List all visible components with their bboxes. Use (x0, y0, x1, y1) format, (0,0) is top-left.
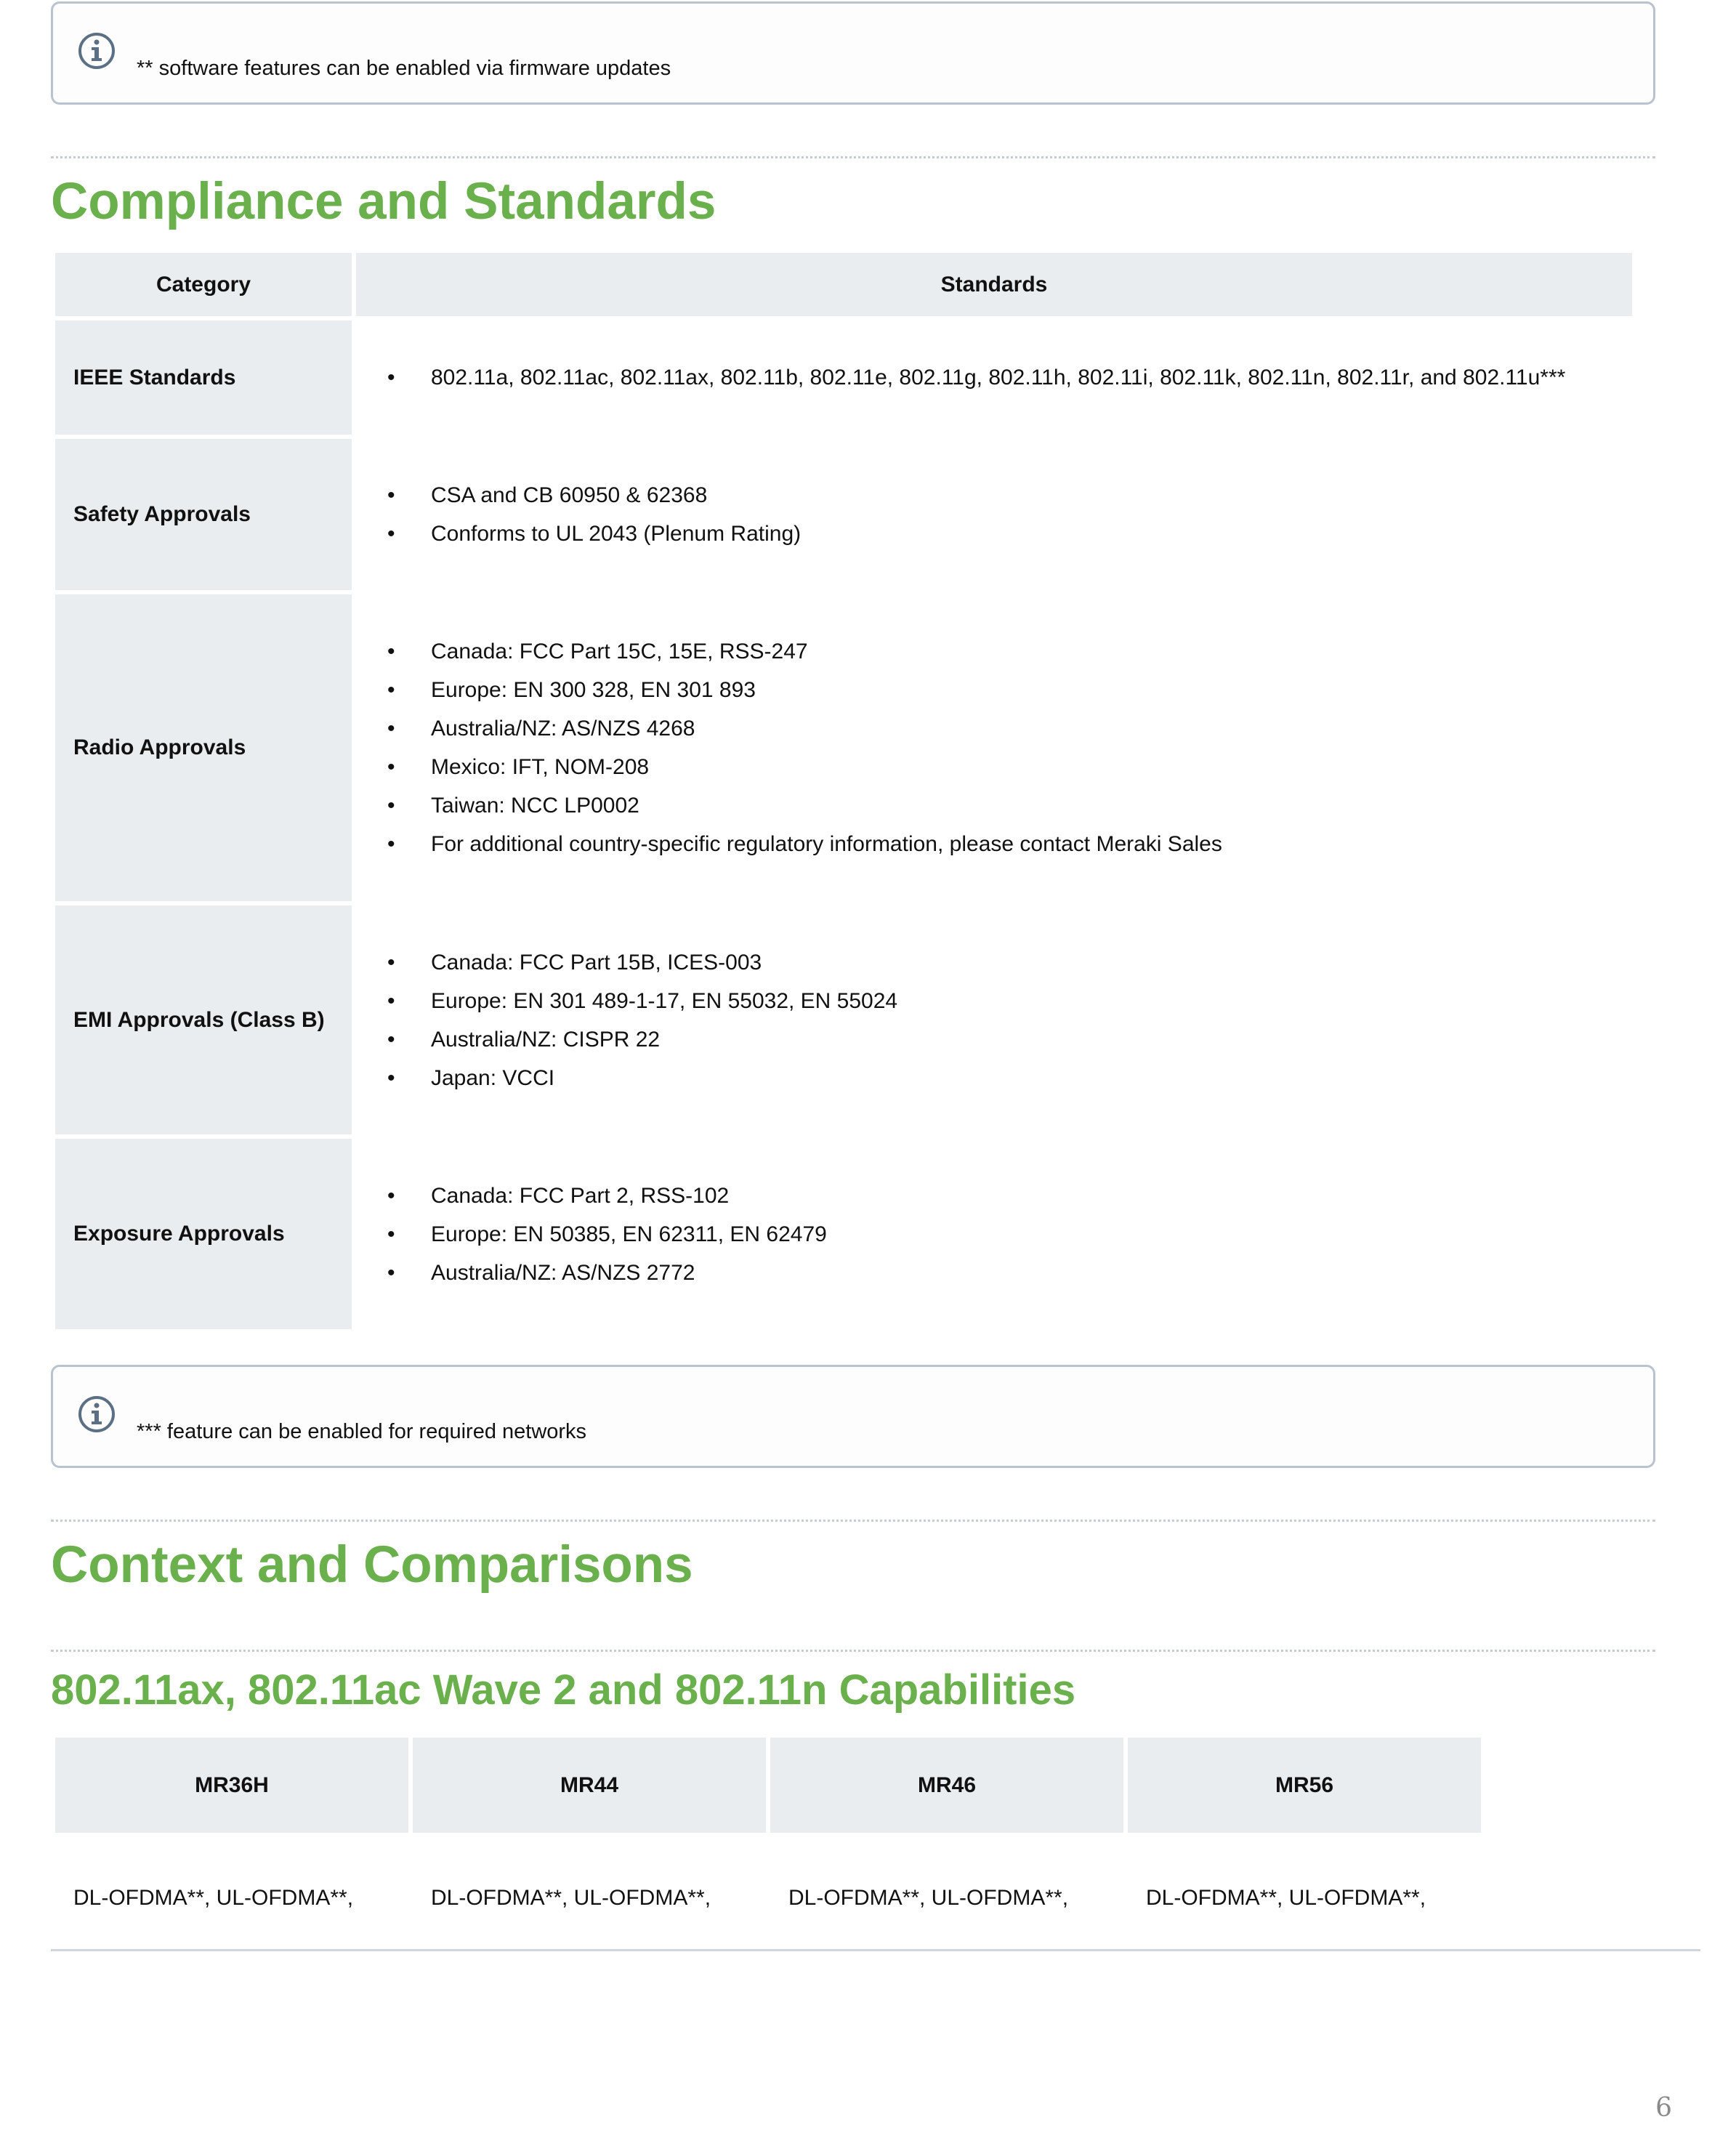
column-header-category: Category (55, 253, 352, 316)
section-divider (51, 156, 1655, 158)
list-item: • Europe: EN 50385, EN 62311, EN 62479 (356, 1215, 1632, 1254)
column-header-model: MR56 (1128, 1738, 1481, 1833)
section-title-context: Context and Comparisons (51, 1536, 693, 1594)
list-item: • Taiwan: NCC LP0002 (356, 786, 1632, 825)
list-item: • Mexico: IFT, NOM-208 (356, 748, 1632, 786)
table-row-standards (356, 439, 1632, 590)
table-row-standards (356, 594, 1632, 901)
list-item: • CSA and CB 60950 & 62368 (356, 476, 1632, 515)
table-bottom-rule (51, 1949, 1700, 1951)
table-row-category: Exposure Approvals (55, 1139, 352, 1329)
table-row-category: Safety Approvals (55, 439, 352, 590)
section-title-capabilities: 802.11ax, 802.11ac Wave 2 and 802.11n Capabilities (51, 1666, 1076, 1714)
table-cell-value: DL-OFDMA**, UL-OFDMA**, (431, 1886, 711, 1910)
list-item: • Conforms to UL 2043 (Plenum Rating) (356, 515, 1632, 553)
table-row-category: IEEE Standards (55, 320, 352, 435)
table-cell-value: DL-OFDMA**, UL-OFDMA**, (1146, 1886, 1426, 1910)
table-row-category: Radio Approvals (55, 594, 352, 901)
column-header-standards: Standards (356, 253, 1632, 316)
column-header-model: MR36H (55, 1738, 408, 1833)
footnote-text: ** software features can be enabled via firmware updates (137, 57, 671, 80)
list-item: • Canada: FCC Part 15B, ICES-003 (356, 943, 1632, 982)
info-icon (77, 1395, 116, 1434)
list-item: • Australia/NZ: CISPR 22 (356, 1020, 1632, 1059)
table-row-standards (356, 905, 1632, 1134)
list-item: • Canada: FCC Part 2, RSS-102 (356, 1177, 1632, 1215)
table-row-standards (356, 1139, 1632, 1329)
info-icon (77, 31, 116, 70)
section-divider (51, 1650, 1655, 1652)
page-number: 6 (1655, 2093, 1672, 2123)
list-item: • Australia/NZ: AS/NZS 2772 (356, 1254, 1632, 1292)
list-item: • Europe: EN 301 489-1-17, EN 55032, EN 55024 (356, 982, 1632, 1020)
table-row-category: EMI Approvals (Class B) (55, 905, 352, 1134)
list-item: • Europe: EN 300 328, EN 301 893 (356, 671, 1632, 709)
section-divider (51, 1520, 1655, 1522)
list-item: • Australia/NZ: AS/NZS 4268 (356, 709, 1632, 748)
section-title-compliance: Compliance and Standards (51, 173, 716, 230)
footnote-text: *** feature can be enabled for required networks (137, 1420, 587, 1443)
column-header-model: MR44 (413, 1738, 766, 1833)
list-item: • 802.11a, 802.11ac, 802.11ax, 802.11b, 802.11e, 802.11g, 802.11h, 802.11i, 802.11k, 802.11n, 802.11r, and 802.11u*** (356, 358, 1632, 397)
table-row-standards (356, 320, 1632, 435)
list-item: • Canada: FCC Part 15C, 15E, RSS-247 (356, 632, 1632, 671)
footnote-box-software (51, 1, 1655, 105)
list-item: • Japan: VCCI (356, 1059, 1632, 1097)
column-header-model: MR46 (770, 1738, 1123, 1833)
table-cell-value: DL-OFDMA**, UL-OFDMA**, (788, 1886, 1069, 1910)
list-item: • For additional country-specific regulatory information, please contact Meraki Sales (356, 825, 1632, 863)
table-cell-value: DL-OFDMA**, UL-OFDMA**, (73, 1886, 354, 1910)
footnote-box-networks (51, 1365, 1655, 1468)
